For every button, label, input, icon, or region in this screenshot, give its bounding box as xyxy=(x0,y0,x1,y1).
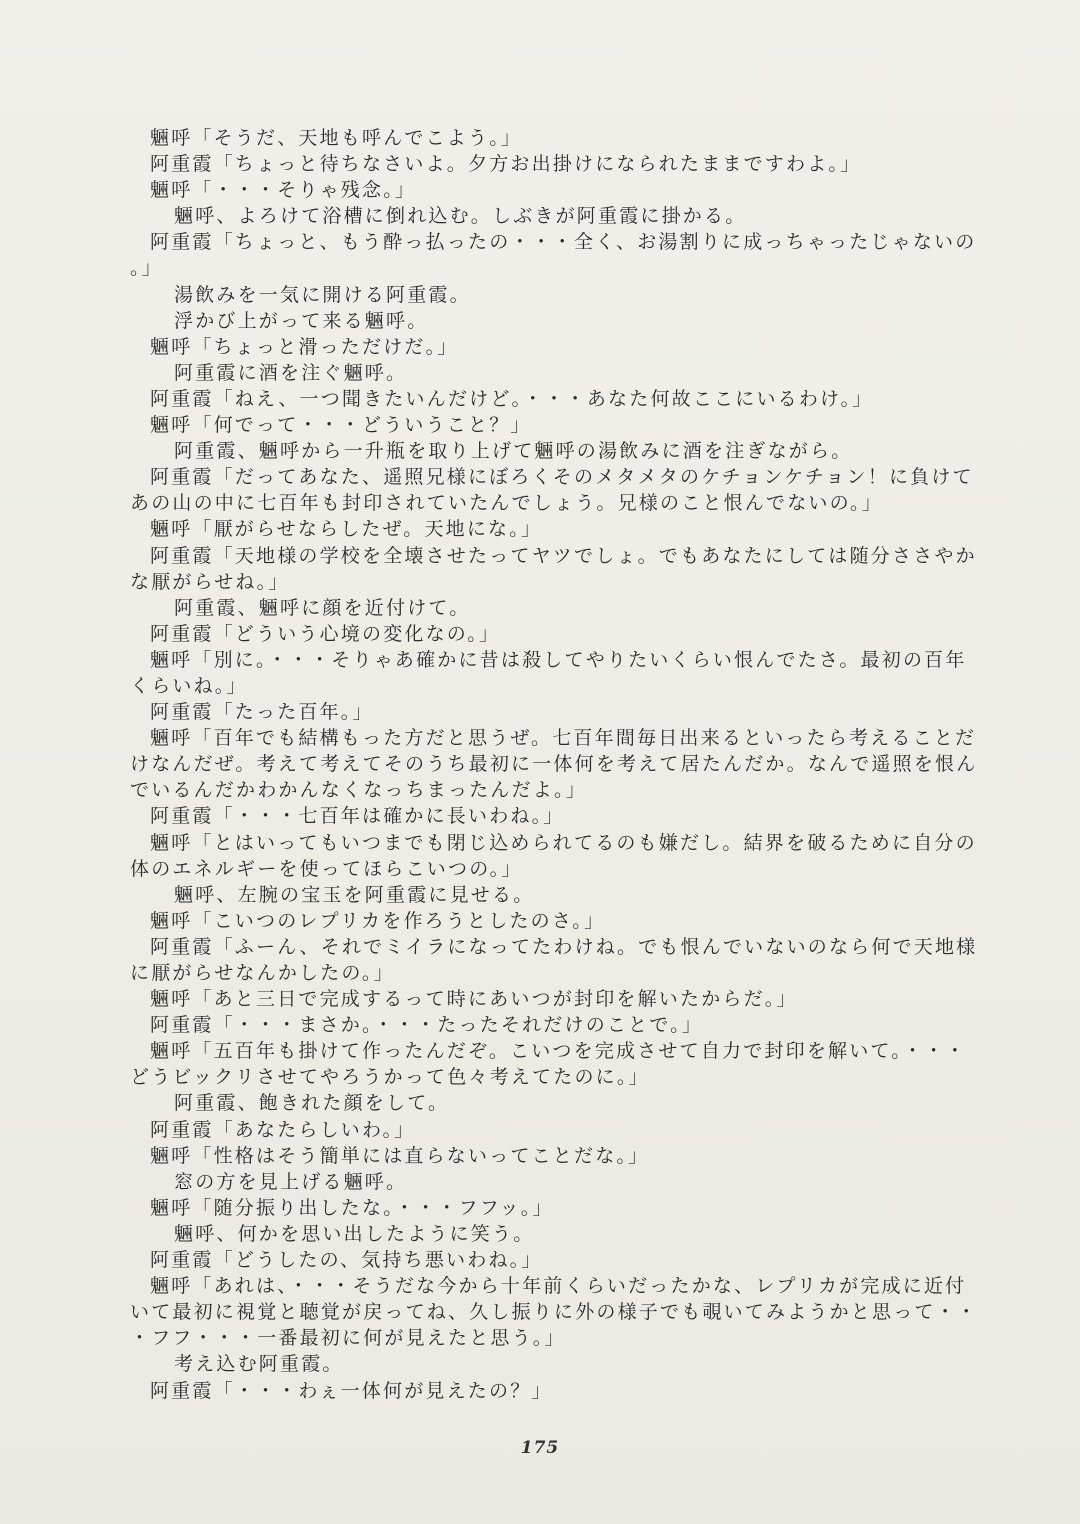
dialogue-line: 阿重霞「ふーん、それでミイラになってたわけね。でも恨んでいないのなら何で天地様 xyxy=(150,935,978,958)
dialogue-line: 阿重霞「・・・わぇ一体何が見えたの？」 xyxy=(150,1379,553,1402)
dialogue-line: 阿重霞「たった百年。」 xyxy=(150,701,374,724)
dialogue-line: 阿重霞「・・・まさか。・・・たったそれだけのことで。」 xyxy=(150,1014,704,1037)
stage-direction-line: 阿重霞、魎呼から一升瓶を取り上げて魎呼の湯飲みに酒を注ぎながら。 xyxy=(174,440,853,463)
dialogue-line: 魎呼「・・・そりゃ残念。」 xyxy=(150,179,417,202)
stage-direction-line: 阿重霞、魎呼に顔を近付けて。 xyxy=(174,596,471,619)
dialogue-line: 魎呼「性格はそう簡単には直らないってことだな。」 xyxy=(150,1144,650,1167)
continued-line: どうビックリさせてやろうかって色々考えてたのに。」 xyxy=(130,1066,650,1089)
stage-direction-line: 考え込む阿重霞。 xyxy=(174,1353,344,1376)
stage-direction-line: 湯飲みを一気に開ける阿重霞。 xyxy=(174,283,471,306)
dialogue-line: 阿重霞「どうしたの、気持ち悪いわね。」 xyxy=(150,1249,543,1272)
dialogue-line: 魎呼「百年でも結構もった方だと思うぜ。七百年間毎日出来るといったら考えることだ xyxy=(150,727,977,750)
dialogue-line: 魎呼「随分振り出したな。・・・フフッ。」 xyxy=(150,1196,554,1219)
stage-direction-line: 魎呼、何かを思い出したように笑う。 xyxy=(174,1222,535,1245)
continued-line: いて最初に視覚と聴覚が戻ってね、久し振りに外の様子でも覗いてみようかと思って・・ xyxy=(130,1301,979,1324)
stage-direction-line: 浮かび上がって来る魎呼。 xyxy=(174,309,429,332)
dialogue-line: 阿重霞「だってあなた、遥照兄様にぼろくそのメタメタのケチョンケチョン！に負けて xyxy=(150,466,974,489)
dialogue-line: 阿重霞「ちょっと待ちなさいよ。夕方お出掛けになられたままですわよ。」 xyxy=(150,153,862,176)
dialogue-line: 魎呼「五百年も掛けて作ったんだぞ。こいつを完成させて自力で封印を解いて。・・・ xyxy=(150,1040,967,1063)
continued-line: な厭がらせね。」 xyxy=(130,570,290,593)
dialogue-line: 魎呼「あと三日で完成するって時にあいつが封印を解いたからだ。」 xyxy=(150,988,798,1011)
stage-direction-line: 魎呼、よろけて浴槽に倒れ込む。しぶきが阿重霞に掛かる。 xyxy=(174,205,747,228)
continued-line: けなんだぜ。考えて考えてそのうち最初に一体何を考えて居たんだか。なんで遥照を恨ん xyxy=(130,753,978,776)
stage-direction-line: 阿重霞、飽きれた顔をして。 xyxy=(174,1092,450,1115)
dialogue-line: 魎呼「とはいってもいつまでも閉じ込められてるのも嫌だし。結界を破るために自分の xyxy=(150,831,977,854)
dialogue-line: 魎呼「そうだ、天地も呼んでこよう。」 xyxy=(150,127,523,149)
page-number: 175 xyxy=(520,1438,560,1458)
dialogue-line: 魎呼「別に。・・・そりゃあ確かに昔は殺してやりたいくらい恨んでたさ。最初の百年 xyxy=(150,648,967,671)
continued-line: 。」 xyxy=(130,257,163,280)
dialogue-line: 阿重霞「天地様の学校を全壊させたってヤツでしょ。でもあなたにしては随分ささやか xyxy=(150,544,977,567)
dialogue-line: 魎呼「あれは、・・・そうだな今から十年前くらいだったかな、レプリカが完成に近付 xyxy=(150,1275,967,1298)
stage-direction-line: 魎呼、左腕の宝玉を阿重霞に見せる。 xyxy=(174,883,535,906)
continued-line: でいるんだかわかんなくなっちまったんだよ。」 xyxy=(130,779,587,802)
dialogue-line: 魎呼「何でって・・・どういうこと？」 xyxy=(150,414,532,437)
continued-line: ・フフ・・・一番最初に何が見えたと思う。」 xyxy=(130,1327,566,1350)
dialogue-line: 魎呼「ちょっと滑っただけだ。」 xyxy=(150,335,459,358)
stage-direction-line: 阿重霞に酒を注ぐ魎呼。 xyxy=(174,361,408,384)
dialogue-line: 阿重霞「ちょっと、もう酔っ払ったの・・・全く、お湯割りに成っちゃったじゃないの xyxy=(150,231,977,254)
continued-line: くらいね。」 xyxy=(130,674,248,697)
dialogue-line: 魎呼「厭がらせならしたぜ。天地にな。」 xyxy=(150,518,543,541)
dialogue-line: 阿重霞「どういう心境の変化なの。」 xyxy=(150,622,501,645)
dialogue-line: 阿重霞「・・・七百年は確かに長いわね。」 xyxy=(150,805,565,828)
dialogue-line: 阿重霞「あなたらしいわ。」 xyxy=(150,1118,416,1141)
dialogue-line: 阿重霞「ねえ、一つ聞きたいんだけど。・・・あなた何故ここにいるわけ。」 xyxy=(150,387,874,410)
continued-line: 体のエネルギーを使ってほらこいつの。」 xyxy=(130,857,523,880)
continued-line: に厭がらせなんかしたの。」 xyxy=(130,962,395,984)
stage-direction-line: 窓の方を見上げる魎呼。 xyxy=(174,1170,408,1193)
continued-line: あの山の中に七百年も封印されていたんでしょう。兄様のこと恨んでないの。」 xyxy=(130,492,883,515)
script-text-block xyxy=(130,125,1002,1404)
dialogue-line: 魎呼「こいつのレプリカを作ろうとしたのさ。」 xyxy=(150,909,606,932)
